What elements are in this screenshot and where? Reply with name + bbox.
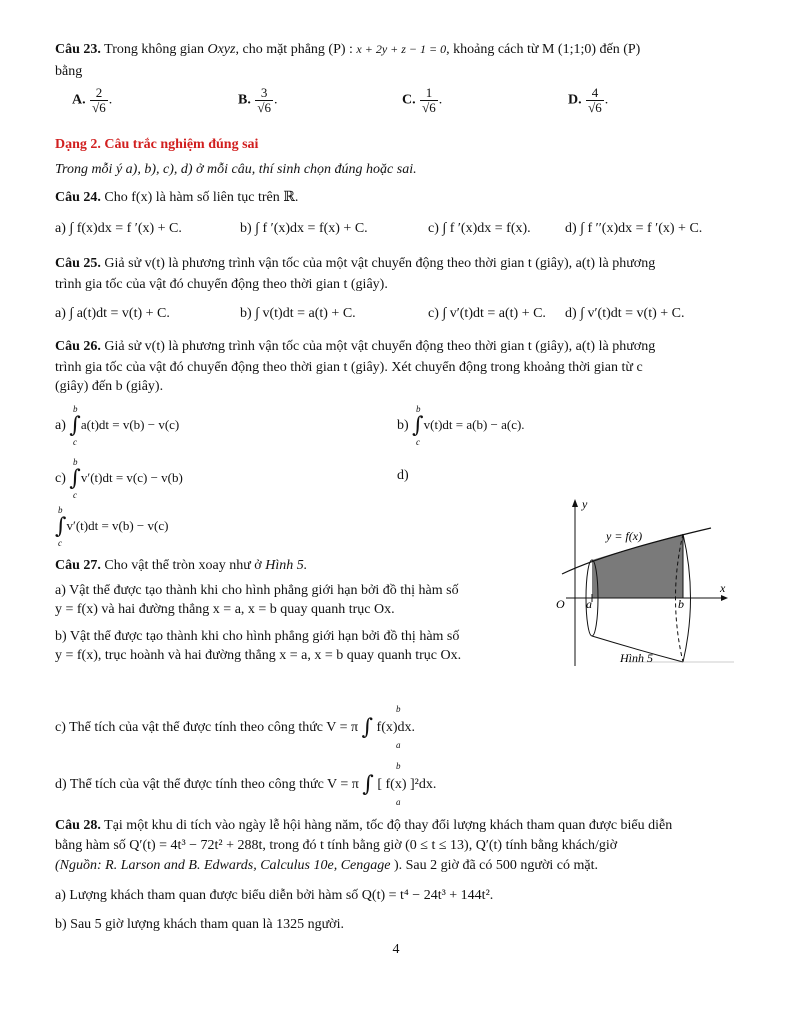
q23-text1: Trong không gian [100, 42, 208, 57]
fraction [90, 86, 108, 114]
numerator: 1 [420, 86, 438, 101]
q27-c-text: c) Thể tích của vật thể được tính theo công thức V = π [55, 720, 359, 736]
q25-line2: trình gia tốc của vật đó chuyển động theo thời gian t (giây). [55, 277, 388, 292]
q28-line2: bằng hàm số Q′(t) = 4t³ − 72t² + 288t, trong đó t tính bằng giờ (0 ≤ t ≤ 13), Q′(t) tính bằng khách/giờ [55, 838, 618, 853]
upper-limit: b [73, 404, 78, 414]
q26-d [55, 516, 168, 538]
q27-d [55, 774, 436, 796]
figure-caption: Hình 5 [620, 651, 653, 665]
integral-sign: ∫ [412, 413, 424, 438]
figure-hinh5 [548, 494, 738, 672]
numerator: 4 [586, 86, 604, 101]
q27-d-text: d) Thể tích của vật thể được tính theo công thức V = π [55, 777, 359, 793]
q23-line1 [55, 42, 640, 58]
denominator: √6 [257, 99, 271, 115]
lower-limit: c [58, 538, 62, 548]
q23-space: Oxyz [207, 42, 236, 57]
y-axis-label: y [582, 497, 588, 511]
option-letter: D. [568, 92, 582, 108]
y-axis-arrow [572, 499, 578, 507]
section-title: Dạng 2. Câu trắc nghiệm đúng sai [55, 137, 259, 152]
x-axis-arrow [721, 595, 728, 601]
item-letter: a) [55, 418, 66, 434]
numerator: 2 [90, 86, 108, 101]
q24-c: c) ∫ f ′(x)dx = f(x). [428, 221, 531, 236]
q25-d: d) ∫ v′(t)dt = v(t) + C. [565, 306, 685, 321]
option-letter: C. [402, 92, 416, 108]
q26-b [397, 415, 525, 437]
x-axis-label: x [720, 581, 726, 595]
page-number: 4 [392, 942, 400, 957]
q23-option-a: A. $\frac{2}{√6}$ . [72, 85, 113, 115]
q26-a [55, 415, 179, 437]
a-label: a [586, 597, 592, 611]
q24-d: d) ∫ f ′′(x)dx = f ′(x) + C. [565, 221, 703, 236]
q23-text3: , khoảng cách từ M (1;1;0) đến (P) [446, 42, 641, 57]
q23-option-d: D. $\frac{4}{√6}$ . [568, 85, 609, 115]
q26-d-label: d) [397, 468, 409, 483]
upper-limit: b [416, 404, 421, 414]
denominator: √6 [422, 99, 436, 115]
q25-line1 [55, 256, 655, 272]
q27-b2: y = f(x), trục hoành và hai đường thẳng x = a, x = b quay quanh trục Ox. [55, 648, 462, 663]
q24-label: Câu 24. [55, 190, 101, 205]
q23-label: Câu 23. [55, 42, 101, 57]
q26-b-formula: v(t)dt = a(b) − a(c). [423, 417, 525, 433]
q25-text1: Giả sử v(t) là phương trình vận tốc của một vật chuyển động theo thời gian t (giây), a(t) là phương [100, 256, 656, 271]
q25-a: a) ∫ a(t)dt = v(t) + C. [55, 306, 170, 321]
fraction [420, 86, 438, 114]
q28-text1: Tại một khu di tích vào ngày lễ hội hàng năm, tốc độ thay đổi lượng khách tham quan được biểu diễn [100, 818, 673, 833]
q26-label: Câu 26. [55, 339, 101, 354]
item-letter: c) [55, 471, 66, 487]
lower-limit: a [396, 797, 401, 807]
q28-label: Câu 28. [55, 818, 101, 833]
numerator: 3 [255, 86, 273, 101]
q26-c [55, 468, 183, 490]
q28-b: b) Sau 5 giờ lượng khách tham quan là 1325 người. [55, 917, 344, 932]
q27-text: Cho vật thể tròn xoay như ở [100, 558, 266, 573]
q23-plane: x + 2y + z − 1 = 0 [356, 42, 447, 56]
q25-c: c) ∫ v′(t)dt = a(t) + C. [428, 306, 546, 321]
option-letter: A. [72, 92, 86, 108]
q25-b: b) ∫ v(t)dt = a(t) + C. [240, 306, 356, 321]
q24-text: Cho f(x) là hàm số liên tục trên ℝ. [100, 190, 299, 205]
q26-line2: trình gia tốc của vật đó chuyển động theo thời gian t (giây). Xét chuyển động trong khoảng thời gian từ c [55, 360, 643, 375]
curve-label: y = f(x) [606, 529, 643, 543]
shaded-region [592, 534, 683, 598]
denominator: √6 [588, 99, 602, 115]
q23-option-b: B. $\frac{3}{√6}$ . [238, 85, 278, 115]
b-label: b [678, 597, 684, 611]
item-letter: b) [397, 418, 409, 434]
option-letter: B. [238, 92, 251, 108]
lower-limit: c [73, 490, 77, 500]
denominator: √6 [92, 99, 106, 115]
q27-label: Câu 27. [55, 558, 101, 573]
integral-sign: ∫ [69, 413, 81, 438]
q25-label: Câu 25. [55, 256, 101, 271]
q23-option-c: C. $\frac{1}{√6}$ . [402, 85, 443, 115]
upper-limit: b [396, 704, 401, 714]
integral-sign: ∫ [362, 772, 374, 797]
q27-a1: a) Vật thể được tạo thành khi cho hình phẳng giới hạn bởi đồ thị hàm số [55, 583, 459, 598]
q27-c [55, 717, 415, 739]
q27-stem [55, 558, 307, 574]
q27-figure-ref: Hình 5. [265, 558, 308, 573]
q28-line1 [55, 818, 672, 834]
q28-a: a) Lượng khách tham quan được biểu diễn bởi hàm số Q(t) = t⁴ − 24t³ + 144t². [55, 888, 494, 903]
q26-text1: Giả sử v(t) là phương trình vận tốc của một vật chuyển động theo thời gian t (giây), a(t) là phương [100, 339, 656, 354]
q23-line2: bằng [55, 64, 83, 79]
q26-a-formula: a(t)dt = v(b) − v(c) [80, 417, 180, 433]
q28-source: (Nguồn: R. Larson and B. Edwards, Calculus 10e, Cengage [55, 858, 391, 873]
integral-sign: ∫ [69, 466, 81, 491]
q27-c-formula: f(x)dx. [376, 720, 416, 736]
upper-limit: b [73, 457, 78, 467]
origin-label: O [556, 597, 565, 611]
q26-line1 [55, 339, 655, 355]
section-instruction: Trong mỗi ý a), b), c), d) ở mỗi câu, thí sinh chọn đúng hoặc sai. [55, 162, 417, 177]
integral-sign: ∫ [361, 715, 374, 740]
q26-d-formula: v′(t)dt = v(b) − v(c) [66, 518, 169, 534]
q26-line3: (giây) đến b (giây). [55, 379, 164, 394]
q24-b: b) ∫ f ′(x)dx = f(x) + C. [240, 221, 368, 236]
upper-limit: b [396, 761, 401, 771]
q24-stem [55, 189, 298, 206]
upper-limit: b [58, 505, 63, 515]
q27-a2: y = f(x) và hai đường thẳng x = a, x = b quay quanh trục Ox. [55, 602, 395, 617]
lower-limit: c [416, 437, 420, 447]
integral-sign: ∫ [55, 514, 67, 539]
q23-text2: , cho mặt phẳng (P) : [235, 42, 357, 57]
fraction [255, 86, 273, 114]
q24-a: a) ∫ f(x)dx = f ′(x) + C. [55, 221, 182, 236]
q26-c-formula: v′(t)dt = v(c) − v(b) [80, 470, 183, 486]
q27-d-formula: [ f(x) ]²dx. [377, 777, 437, 793]
fraction [586, 86, 604, 114]
lower-limit: a [396, 740, 401, 750]
q27-b1: b) Vật thể được tạo thành khi cho hình phẳng giới hạn bởi đồ thị hàm số [55, 629, 460, 644]
lower-limit: c [73, 437, 77, 447]
q28-line3 [55, 858, 598, 874]
q28-text3: ). Sau 2 giờ đã có 500 người có mặt. [390, 858, 598, 873]
